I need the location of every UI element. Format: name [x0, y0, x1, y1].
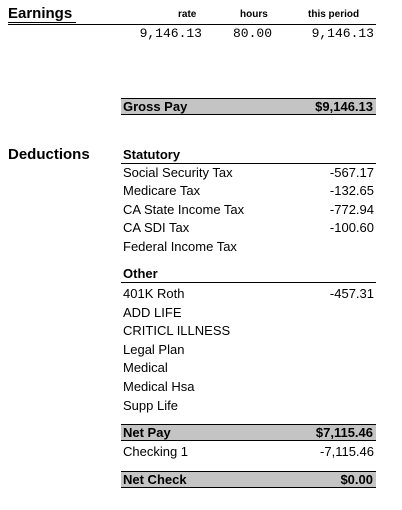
checking-amount: -7,115.46: [320, 444, 374, 459]
gross-pay-amount: $9,146.13: [315, 99, 373, 114]
statutory-label: Statutory: [123, 147, 181, 162]
net-pay-bar: [121, 424, 376, 441]
statutory-name: CA SDI Tax: [123, 220, 190, 236]
other-name: Legal Plan: [123, 341, 185, 357]
statutory-amount: -132.65: [329, 183, 374, 199]
statutory-name: Medicare Tax: [123, 183, 201, 199]
statutory-amount: -772.94: [329, 201, 374, 217]
statutory-amount: -100.60: [329, 220, 374, 236]
other-amount: -457.31: [329, 286, 374, 301]
other-name: CRITICL ILLNESS: [123, 323, 231, 339]
other-label: Other: [123, 266, 158, 281]
earnings-hours-value: 80.00: [232, 26, 272, 41]
earnings-rate-value: 9,146.13: [139, 26, 202, 41]
other-name: Medical: [123, 360, 168, 376]
other-name: ADD LIFE: [123, 304, 182, 320]
earnings-section-label: Earnings: [8, 5, 76, 23]
gross-pay-bar: [121, 98, 376, 115]
other-name: 401K Roth: [123, 286, 185, 301]
other-name: Supp Life: [123, 397, 178, 413]
other-name: Medical Hsa: [123, 379, 195, 394]
hours-column-header: hours: [240, 9, 268, 20]
gross-pay-label: Gross Pay: [123, 99, 188, 114]
deductions-section-label: Deductions: [8, 146, 90, 163]
other-rule: [121, 282, 376, 283]
net-pay-label: Net Pay: [123, 425, 171, 440]
statutory-amount: -567.17: [329, 165, 374, 180]
statutory-rule: [121, 163, 376, 164]
net-pay-amount: $7,115.46: [315, 425, 373, 440]
earnings-period-value: 9,146.13: [311, 26, 374, 41]
checking-label: Checking 1: [123, 444, 189, 459]
statutory-name: Social Security Tax: [123, 165, 233, 180]
rate-column-header: rate: [178, 9, 197, 20]
net-check-amount: $0.00: [340, 472, 373, 487]
net-check-bar: [121, 471, 376, 488]
period-column-header: this period: [308, 9, 360, 20]
statutory-name: CA State Income Tax: [123, 201, 245, 217]
earnings-header-rule: [8, 24, 376, 25]
net-check-label: Net Check: [123, 472, 187, 487]
statutory-name: Federal Income Tax: [123, 238, 237, 254]
